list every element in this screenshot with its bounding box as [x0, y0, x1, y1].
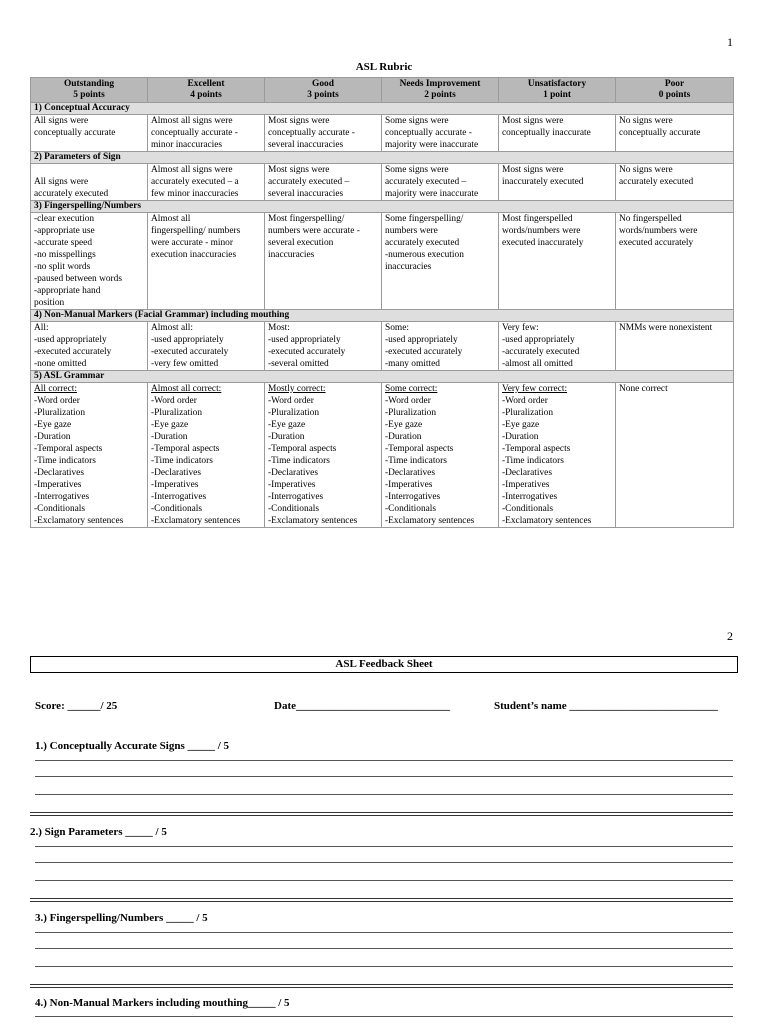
rubric-section-header — [31, 152, 734, 164]
rubric-cell-line: None correct — [619, 384, 668, 394]
rubric-cell-line: inaccuracies — [268, 250, 315, 260]
section-divider — [30, 984, 733, 988]
rubric-cell-line: -Imperatives — [34, 480, 82, 490]
feedback-sheet-title: ASL Feedback Sheet — [30, 656, 738, 673]
rubric-cell — [616, 383, 734, 528]
rubric-header-row — [31, 78, 734, 103]
rubric-cell-line: No signs were — [619, 116, 673, 126]
rubric-cell — [616, 213, 734, 310]
rubric-cell — [499, 164, 616, 201]
rubric-cell-line: accurately executed — [385, 238, 460, 248]
rubric-section-title: 2) Parameters of Sign — [31, 152, 734, 164]
rubric-cell-line: -Duration — [502, 432, 539, 442]
rubric-cell-line: -Time indicators — [502, 456, 564, 466]
rubric-cell-line: -Interrogatives — [34, 492, 90, 502]
rubric-cell — [148, 322, 265, 371]
answer-line[interactable] — [35, 932, 733, 933]
answer-line[interactable] — [35, 862, 733, 863]
rubric-cell-line: conceptually accurate — [34, 128, 116, 138]
rubric-cell-line: numbers were — [385, 226, 438, 236]
rubric-cell-line: Some correct: — [385, 384, 438, 394]
rubric-cell-line: Mostly correct: — [268, 384, 326, 394]
rubric-cell-line: -Pluralization — [502, 408, 554, 418]
question-1-label: 1.) Conceptually Accurate Signs _____ / 5 — [35, 740, 230, 752]
rubric-cell-line: Most signs were — [502, 116, 564, 126]
rubric-cell-line: -Duration — [151, 432, 188, 442]
page-number-2: 2 — [727, 629, 733, 643]
rubric-criteria-row — [31, 115, 734, 152]
rubric-header-name: Poor — [664, 79, 685, 89]
rubric-cell-line: -Conditionals — [151, 504, 203, 514]
rubric-section-header — [31, 310, 734, 322]
rubric-cell-line: Most signs were — [268, 165, 330, 175]
rubric-cell-line: majority were inaccurate — [385, 140, 479, 150]
rubric-cell-line: several inaccuracies — [268, 189, 344, 199]
rubric-cell-line: -Duration — [34, 432, 71, 442]
rubric-cell-line: numbers were accurate - — [268, 226, 360, 236]
rubric-header-name: Excellent — [187, 79, 225, 89]
rubric-cell-line: -appropriate use — [34, 226, 95, 236]
rubric-cell-line: words/numbers were — [502, 226, 581, 236]
rubric-header-name: Outstanding — [63, 79, 115, 89]
rubric-section-title: 3) Fingerspelling/Numbers — [31, 201, 734, 213]
rubric-cell — [31, 164, 148, 201]
rubric-title: ASL Rubric — [355, 61, 413, 73]
rubric-cell-line: -Interrogatives — [268, 492, 324, 502]
rubric-cell-line: -Conditionals — [268, 504, 320, 514]
rubric-cell-line: Very few correct: — [502, 384, 568, 394]
rubric-cell-line: Almost all signs were — [151, 116, 233, 126]
rubric-cell-line: -Interrogatives — [502, 492, 558, 502]
rubric-header-name: Good — [312, 79, 334, 89]
student-name-field[interactable]: Student’s name ___________________________ — [494, 700, 718, 712]
rubric-cell-line: All signs were — [34, 116, 89, 126]
rubric-header-name: Unsatisfactory — [527, 79, 587, 89]
rubric-header-points: 3 points — [307, 90, 339, 100]
rubric-criteria-row — [31, 383, 734, 528]
rubric-header-points: 0 points — [658, 90, 691, 100]
rubric-cell — [265, 383, 382, 528]
rubric-cell-line: majority were inaccurate — [385, 189, 479, 199]
rubric-cell-line: Some: — [385, 323, 409, 333]
rubric-cell-line: -Word order — [151, 396, 197, 406]
rubric-cell-line: conceptually accurate - — [385, 128, 472, 138]
rubric-cell-line: -used appropriately — [268, 335, 341, 345]
answer-line[interactable] — [35, 794, 733, 795]
rubric-cell-line: -Eye gaze — [34, 420, 72, 430]
rubric-cell — [31, 115, 148, 152]
rubric-cell — [499, 213, 616, 310]
rubric-cell-line: -no misspellings — [34, 250, 96, 260]
rubric-header-cell — [616, 78, 734, 103]
answer-line[interactable] — [35, 948, 733, 949]
rubric-cell-line: were accurate - minor — [151, 238, 233, 248]
rubric-cell-line: -no split words — [34, 262, 91, 272]
section-divider — [30, 812, 733, 816]
rubric-cell-line: -accurately executed — [502, 347, 580, 357]
rubric-cell-line: -Eye gaze — [151, 420, 189, 430]
rubric-cell-line — [34, 164, 144, 176]
answer-line[interactable] — [35, 1016, 733, 1017]
rubric-cell — [31, 322, 148, 371]
rubric-cell — [616, 322, 734, 371]
rubric-cell-line: -Declaratives — [502, 468, 552, 478]
rubric-section-title: 1) Conceptual Accuracy — [31, 103, 734, 115]
rubric-cell-line: -Exclamatory sentences — [502, 516, 592, 526]
rubric-header-points: 2 points — [424, 90, 456, 100]
rubric-cell-line: -Word order — [502, 396, 548, 406]
rubric-cell-line: executed accurately — [619, 238, 694, 248]
rubric-criteria-row — [31, 322, 734, 371]
rubric-cell-line: Most: — [268, 323, 290, 333]
rubric-section-header — [31, 371, 734, 383]
rubric-cell-line: -Conditionals — [502, 504, 554, 514]
rubric-cell-line: -Exclamatory sentences — [34, 516, 124, 526]
rubric-cell-line: -used appropriately — [34, 335, 107, 345]
rubric-cell-line: -Word order — [34, 396, 80, 406]
rubric-cell-line: -almost all omitted — [502, 359, 573, 369]
rubric-cell-line: Almost all correct: — [151, 384, 222, 394]
rubric-cell-line: -Pluralization — [34, 408, 86, 418]
rubric-cell-line: All: — [34, 323, 49, 333]
rubric-cell-line: -Eye gaze — [502, 420, 540, 430]
rubric-cell-line: position — [34, 298, 65, 308]
rubric-cell-line: -executed accurately — [34, 347, 112, 357]
rubric-cell-line: accurately executed — [34, 189, 109, 199]
rubric-cell-line: -Exclamatory sentences — [268, 516, 358, 526]
rubric-cell-line: -Time indicators — [385, 456, 447, 466]
rubric-cell — [265, 164, 382, 201]
rubric-cell-line: Almost all: — [151, 323, 193, 333]
rubric-cell-line: -Interrogatives — [151, 492, 207, 502]
rubric-cell-line: accurately executed — [619, 177, 694, 187]
rubric-cell-line: inaccuracies — [385, 262, 432, 272]
rubric-cell-line: -Temporal aspects — [502, 444, 571, 454]
rubric-cell-line: Some fingerspelling/ — [385, 214, 464, 224]
rubric-cell-line: Most signs were — [502, 165, 564, 175]
page-number-1: 1 — [727, 35, 733, 49]
rubric-cell-line: inaccurately executed — [502, 177, 584, 187]
rubric-table — [30, 77, 734, 528]
rubric-cell-line: -Conditionals — [385, 504, 437, 514]
rubric-cell-line: -none omitted — [34, 359, 87, 369]
answer-line[interactable] — [35, 966, 733, 967]
rubric-header-cell — [148, 78, 265, 103]
rubric-header-points: 5 points — [73, 90, 105, 100]
rubric-cell-line: -Pluralization — [151, 408, 203, 418]
rubric-cell-line: words/numbers were — [619, 226, 698, 236]
rubric-cell-line: Almost all — [151, 214, 191, 224]
rubric-criteria-row — [31, 164, 734, 201]
rubric-cell-line: accurately executed – a — [151, 177, 239, 187]
rubric-header-cell — [382, 78, 499, 103]
rubric-section-header — [31, 103, 734, 115]
rubric-cell-line: No signs were — [619, 165, 673, 175]
score-field[interactable]: Score: ______/ 25 — [35, 700, 118, 712]
rubric-cell-line: -very few omitted — [151, 359, 219, 369]
rubric-cell-line: -Declaratives — [151, 468, 201, 478]
rubric-cell-line: Most fingerspelling/ — [268, 214, 345, 224]
rubric-cell — [148, 115, 265, 152]
rubric-cell-line: accurately executed – — [385, 177, 467, 187]
rubric-header-cell — [265, 78, 382, 103]
answer-line[interactable] — [35, 760, 733, 761]
rubric-cell-line: -numerous execution — [385, 250, 464, 260]
rubric-cell — [148, 383, 265, 528]
rubric-cell — [499, 115, 616, 152]
rubric-cell-line: Some signs were — [385, 165, 449, 175]
rubric-cell-line: -Temporal aspects — [34, 444, 103, 454]
rubric-cell-line: -Exclamatory sentences — [151, 516, 241, 526]
rubric-cell — [382, 383, 499, 528]
rubric-cell-line: -many omitted — [385, 359, 440, 369]
rubric-cell-line: -Interrogatives — [385, 492, 441, 502]
rubric-cell-line: Some signs were — [385, 116, 449, 126]
rubric-cell-line: No fingerspelled — [619, 214, 682, 224]
rubric-cell-line: -Duration — [385, 432, 422, 442]
rubric-cell — [148, 164, 265, 201]
rubric-cell-line: -Temporal aspects — [385, 444, 454, 454]
rubric-cell — [382, 115, 499, 152]
rubric-cell-line: -clear execution — [34, 214, 95, 224]
rubric-cell-line: Very few: — [502, 323, 539, 333]
question-3-label: 3.) Fingerspelling/Numbers _____ / 5 — [35, 912, 208, 924]
rubric-cell-line: conceptually inaccurate — [502, 128, 591, 138]
rubric-header-points: 1 point — [543, 90, 571, 100]
rubric-header-points: 4 points — [190, 90, 222, 100]
rubric-cell — [382, 164, 499, 201]
rubric-cell-line: -paused between words — [34, 274, 122, 284]
rubric-cell-line: conceptually accurate — [619, 128, 701, 138]
rubric-header-cell — [499, 78, 616, 103]
rubric-cell-line: -Declaratives — [34, 468, 84, 478]
rubric-cell — [265, 115, 382, 152]
answer-line[interactable] — [35, 846, 733, 847]
rubric-cell — [31, 383, 148, 528]
rubric-cell-line: -Exclamatory sentences — [385, 516, 475, 526]
rubric-cell — [616, 115, 734, 152]
date-field[interactable]: Date____________________________ — [274, 700, 450, 712]
rubric-cell-line: -Imperatives — [268, 480, 316, 490]
rubric-cell-line: -Imperatives — [385, 480, 433, 490]
rubric-cell-line: conceptually accurate - — [151, 128, 238, 138]
rubric-cell-line: -appropriate hand — [34, 286, 101, 296]
rubric-cell-line: -Time indicators — [34, 456, 96, 466]
rubric-cell — [382, 213, 499, 310]
rubric-cell-line: -used appropriately — [502, 335, 575, 345]
rubric-section-title: 4) Non-Manual Markers (Facial Grammar) including mouthing — [31, 310, 734, 322]
rubric-cell-line: -used appropriately — [151, 335, 224, 345]
rubric-cell — [265, 322, 382, 371]
rubric-cell-line: -Time indicators — [151, 456, 213, 466]
rubric-cell — [616, 164, 734, 201]
rubric-cell-line: -Imperatives — [151, 480, 199, 490]
rubric-cell-line: -Word order — [385, 396, 431, 406]
question-4-label: 4.) Non-Manual Markers including mouthing_____ / 5 — [35, 997, 290, 1009]
rubric-cell — [265, 213, 382, 310]
question-2-label: 2.) Sign Parameters _____ / 5 — [30, 826, 167, 838]
rubric-cell-line: -Imperatives — [502, 480, 550, 490]
rubric-cell-line: All correct: — [34, 384, 77, 394]
rubric-cell-line: -Word order — [268, 396, 314, 406]
rubric-cell-line: Most signs were — [268, 116, 330, 126]
rubric-cell-line: -Time indicators — [268, 456, 330, 466]
rubric-cell-line: few minor inaccuracies — [151, 189, 239, 199]
rubric-cell-line: -Duration — [268, 432, 305, 442]
rubric-cell — [148, 213, 265, 310]
rubric-cell-line: -executed accurately — [268, 347, 346, 357]
rubric-cell-line: several execution — [268, 238, 334, 248]
rubric-section-title: 5) ASL Grammar — [31, 371, 734, 383]
rubric-cell-line: -executed accurately — [385, 347, 463, 357]
rubric-cell-line: Most fingerspelled — [502, 214, 573, 224]
rubric-cell-line: execution inaccuracies — [151, 250, 237, 260]
rubric-cell-line: -Pluralization — [385, 408, 437, 418]
rubric-section-header — [31, 201, 734, 213]
answer-line[interactable] — [35, 776, 733, 777]
rubric-cell-line: several inaccuracies — [268, 140, 344, 150]
rubric-cell-line: accurately executed – — [268, 177, 350, 187]
rubric-cell-line: -accurate speed — [34, 238, 93, 248]
answer-line[interactable] — [35, 880, 733, 881]
rubric-cell-line: -Declaratives — [268, 468, 318, 478]
rubric-cell-line: -Eye gaze — [385, 420, 423, 430]
section-divider — [30, 898, 733, 902]
rubric-header-cell — [31, 78, 148, 103]
rubric-cell-line: -Eye gaze — [268, 420, 306, 430]
rubric-cell-line: -executed accurately — [151, 347, 229, 357]
rubric-cell-line: -Pluralization — [268, 408, 320, 418]
rubric-criteria-row — [31, 213, 734, 310]
rubric-cell-line: conceptually accurate - — [268, 128, 355, 138]
rubric-cell — [499, 383, 616, 528]
rubric-cell-line: -Temporal aspects — [151, 444, 220, 454]
rubric-cell-line: -Conditionals — [34, 504, 86, 514]
rubric-cell-line: minor inaccuracies — [151, 140, 223, 150]
rubric-cell-line: All signs were — [34, 177, 89, 187]
rubric-cell-line: executed inaccurately — [502, 238, 584, 248]
rubric-cell-line: fingerspelling/ numbers — [151, 226, 241, 236]
rubric-cell-line: -Temporal aspects — [268, 444, 337, 454]
rubric-cell — [499, 322, 616, 371]
rubric-cell-line: -several omitted — [268, 359, 329, 369]
rubric-cell-line: Almost all signs were — [151, 165, 233, 175]
rubric-header-name: Needs Improvement — [399, 79, 481, 89]
rubric-cell-line: -Declaratives — [385, 468, 435, 478]
rubric-cell — [31, 213, 148, 310]
rubric-cell-line: -used appropriately — [385, 335, 458, 345]
rubric-cell-line: NMMs were nonexistent — [619, 323, 713, 333]
rubric-cell — [382, 322, 499, 371]
